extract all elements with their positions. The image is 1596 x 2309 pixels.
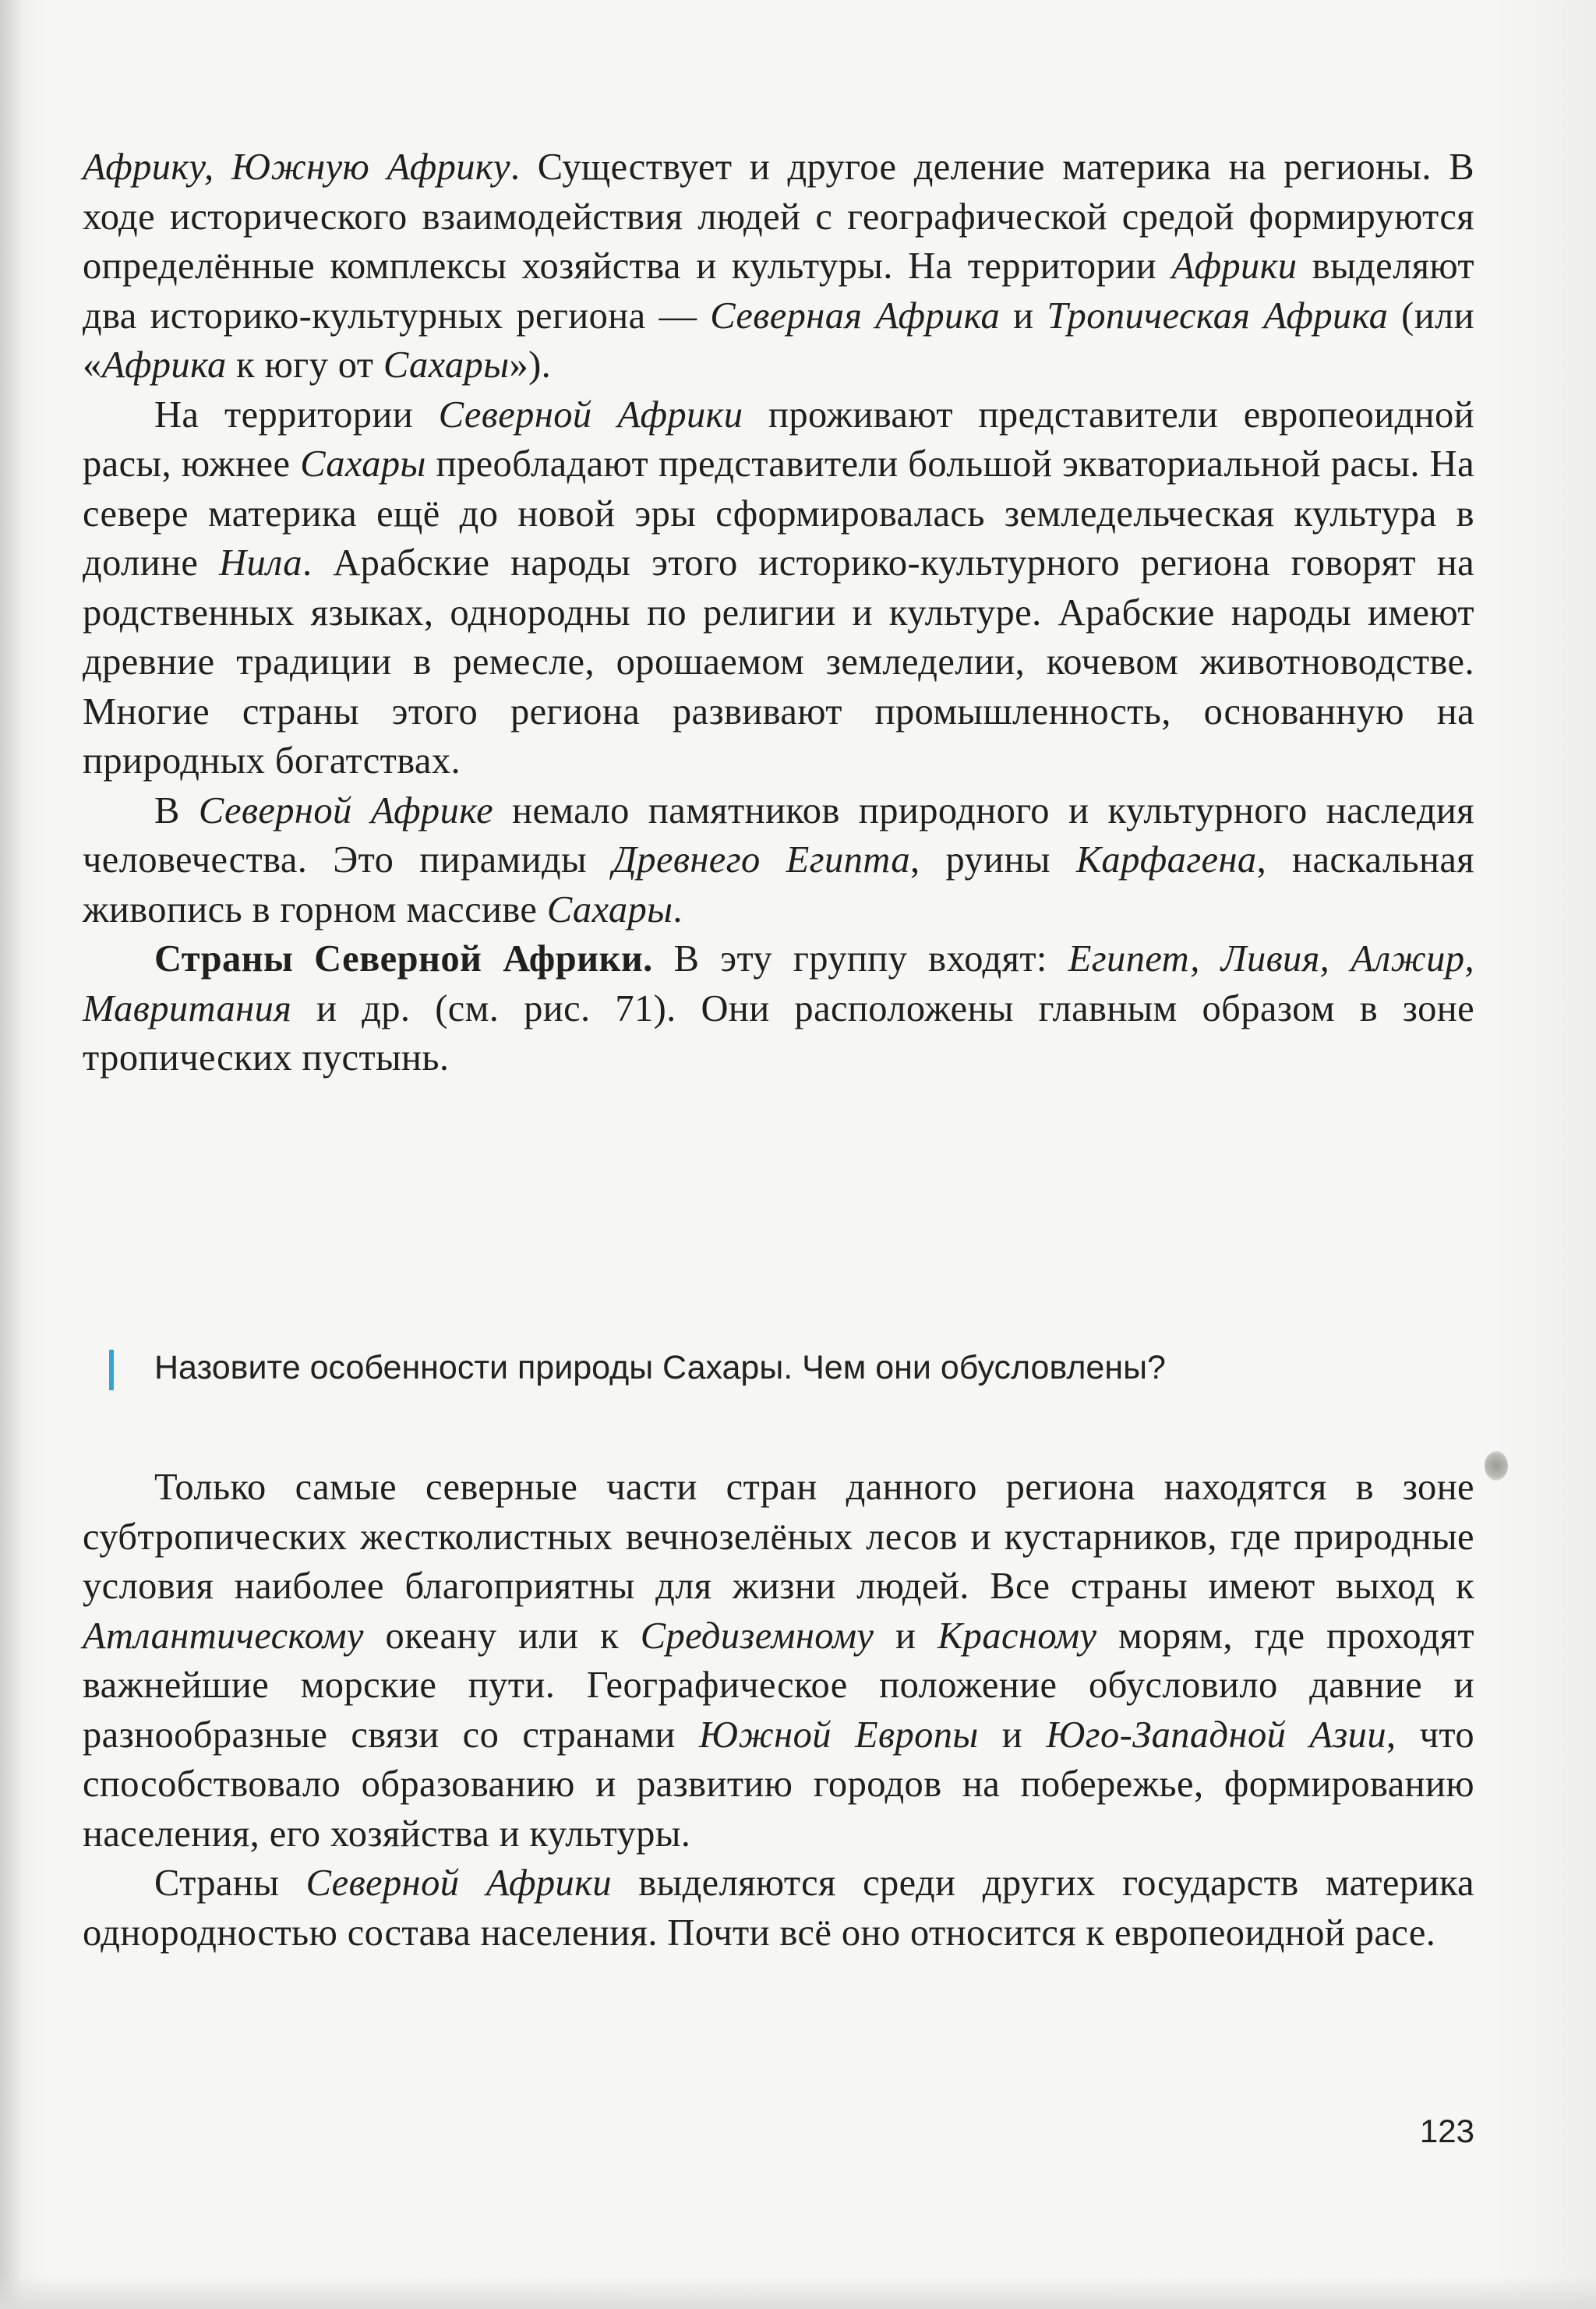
italic-text: Африки bbox=[1171, 245, 1298, 287]
body-text: В эту группу входят: bbox=[652, 938, 1068, 980]
italic-text: Африку, Южную Африку bbox=[83, 147, 510, 188]
italic-text: Сахары bbox=[383, 344, 510, 386]
body-text: к югу от bbox=[226, 344, 383, 386]
italic-text: Египет, Ливия, Алжир, Мавритания bbox=[83, 938, 1474, 1029]
italic-text: Северной Африке bbox=[198, 789, 494, 831]
body-text: . Существует и другое деление материка на регионы. В ходе исторического взаимодействия людей с географической средой формируются определённые комплексы хозяйства и культуры. На территории bbox=[83, 147, 1474, 287]
italic-text: Юго-Западной Азии bbox=[1046, 1714, 1386, 1756]
body-text: преобладают представители большой экваториальной расы. На севере материка ещё до новой эры сформировалась земледельческая культура в долине bbox=[83, 443, 1475, 584]
italic-text: Средиземному bbox=[640, 1615, 874, 1657]
italic-text: Карфагена bbox=[1075, 839, 1257, 881]
question-callout bbox=[109, 1340, 1481, 1395]
body-text: Страны bbox=[154, 1862, 306, 1904]
paragraph bbox=[83, 143, 1474, 390]
body-text: В bbox=[154, 789, 199, 831]
question-accent-bar bbox=[109, 1350, 114, 1390]
italic-text: Северная Африка bbox=[710, 295, 1001, 337]
italic-text: Южной Европы bbox=[698, 1714, 979, 1756]
page-number: 123 bbox=[1419, 2113, 1474, 2149]
body-text: , руины bbox=[909, 839, 1076, 881]
paper-stain bbox=[1485, 1451, 1508, 1481]
body-text: и bbox=[874, 1615, 938, 1657]
italic-text: Северной Африки bbox=[438, 394, 743, 436]
body-text: и bbox=[1000, 295, 1047, 337]
body-text: , наскальная живопись в горном массиве bbox=[83, 839, 1474, 930]
italic-text: Красному bbox=[937, 1615, 1097, 1657]
paragraph bbox=[83, 786, 1474, 935]
italic-text: Тропическая Африка bbox=[1047, 295, 1389, 337]
body-text: выделяют два историко-культурных региона — bbox=[83, 245, 1474, 337]
paragraph bbox=[83, 390, 1474, 786]
italic-text: Северной Африки bbox=[305, 1862, 612, 1904]
italic-text: Африка bbox=[101, 344, 227, 386]
body-text: »). bbox=[509, 344, 552, 386]
italic-text: Сахары bbox=[300, 443, 426, 485]
body-text: морям, где проходят важнейшие морские пути. Географическое положение обусловило давние и разнообразные связи со странами bbox=[83, 1615, 1474, 1756]
body-text: . bbox=[673, 888, 683, 930]
bold-text: Страны Северной Африки. bbox=[154, 938, 653, 980]
body-text: немало памятников природного и культурного наследия человечества. Это пирамиды bbox=[83, 789, 1474, 881]
italic-text: Древнего Египта bbox=[613, 839, 910, 881]
text-block-bottom bbox=[83, 1463, 1474, 1958]
italic-text: Нила bbox=[219, 542, 302, 584]
italic-text: Сахары bbox=[546, 888, 673, 930]
paragraph bbox=[83, 1463, 1474, 1859]
spine-shadow bbox=[0, 0, 22, 2309]
body-text: , что способствовало образованию и развитию городов на побережье, формированию населения, его хозяйства и культуры. bbox=[83, 1714, 1474, 1855]
page-edge bbox=[0, 2275, 1596, 2309]
body-text: (или « bbox=[83, 295, 1475, 386]
body-text: выделяются среди других государств материка однородностью состава населения. Почти всё оно относится к европеоидной расе. bbox=[83, 1862, 1474, 1954]
body-text: и bbox=[978, 1714, 1047, 1756]
body-text: проживают представители европеоидной расы, южнее bbox=[83, 394, 1474, 485]
body-text: . Арабские народы этого историко-культурного региона говорят на родственных языках, однородны по религии и культуре. Арабские народы имеют древние традиции в ремесле, орошаемом земледелии, кочевом животноводстве. Многие страны этого региона развивают промышленность, основанную на природных богатствах. bbox=[83, 542, 1475, 782]
paragraph bbox=[83, 1859, 1474, 1958]
body-text: Только самые северные части стран данного региона находятся в зоне субтропических жестколистных вечнозелёных лесов и кустарников, где природные условия наиболее благоприятны для жизни людей. Все страны имеют выход к bbox=[83, 1467, 1474, 1607]
italic-text: Атлантическому bbox=[83, 1615, 364, 1657]
paragraph bbox=[83, 934, 1474, 1083]
body-text: и др. (см. рис. 71). Они расположены главным образом в зоне тропических пустынь. bbox=[83, 987, 1474, 1079]
body-text: На территории bbox=[154, 394, 439, 436]
body-text: океану или к bbox=[363, 1615, 641, 1657]
text-block-top bbox=[83, 143, 1474, 1083]
question-text: Назовите особенности природы Сахары. Чем они обусловлены? bbox=[154, 1349, 1166, 1386]
